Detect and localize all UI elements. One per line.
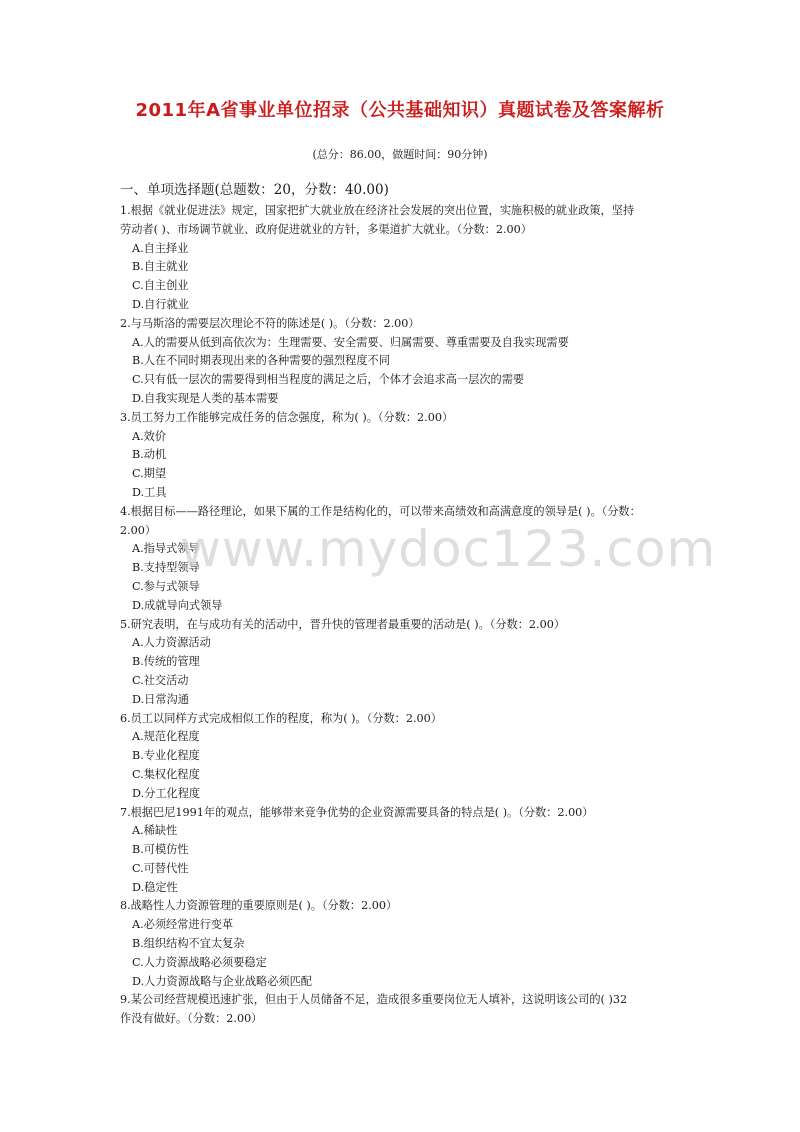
- answer-option: D.人力资源战略与企业战略必须匹配: [132, 974, 312, 988]
- question-item: [120, 409, 682, 503]
- question-item: [120, 202, 682, 315]
- answer-option: A.指导式领导: [132, 542, 200, 556]
- answer-option: B.组织结构不宜太复杂: [132, 937, 245, 951]
- answer-option: C.人力资源战略必须要稳定: [132, 955, 267, 969]
- question-text: 作没有做好。（分数：2.00）: [120, 1012, 263, 1026]
- answer-option: C.集权化程度: [132, 767, 200, 781]
- question-item: [120, 991, 682, 1029]
- answer-option: B.可模仿性: [132, 843, 189, 857]
- question-item: [120, 710, 682, 804]
- question-text: 3.员工努力工作能够完成任务的信念强度，称为( )。（分数：2.00）: [120, 410, 454, 424]
- question-text: 9.某公司经营规模迅速扩张，但由于人员储备不足，造成很多重要岗位无人填补，这说明该公司的( )32: [120, 993, 628, 1007]
- answer-option: A.人力资源活动: [132, 636, 211, 650]
- answer-option: A.自主择业: [132, 241, 189, 255]
- answer-option: C.可替代性: [132, 861, 189, 875]
- question-item: [120, 804, 682, 898]
- answer-option: B.专业化程度: [132, 749, 200, 763]
- answer-option: B.自主就业: [132, 260, 189, 274]
- answer-option: D.稳定性: [132, 880, 178, 894]
- question-text: 1.根据《就业促进法》规定，国家把扩大就业放在经济社会发展的突出位置，实施积极的就业政策，坚持: [120, 204, 635, 217]
- answer-option: A.人的需要从低到高依次为：生理需要、安全需要、归属需要、尊重需要及自我实现需要: [132, 335, 569, 349]
- answer-option: B.支持型领导: [132, 561, 200, 575]
- answer-option: D.日常沟通: [132, 692, 189, 706]
- exam-meta: (总分：86.00，做题时间：90分钟): [312, 148, 488, 161]
- question-item: [120, 897, 682, 991]
- answer-option: C.参与式领导: [132, 579, 200, 593]
- answer-option: D.分工化程度: [132, 786, 201, 800]
- answer-option: D.成就导向式领导: [132, 598, 223, 612]
- question-text: 4.根据目标——路径理论，如果下属的工作是结构化的，可以带来高绩效和高满意度的领导是( )。（分数：: [120, 504, 641, 518]
- answer-option: B.动机: [132, 448, 167, 462]
- watermark: www.mydoc123.com: [180, 520, 717, 578]
- section-heading: 一、单项选择题(总题数：20，分数：40.00): [120, 182, 389, 198]
- answer-option: A.必须经常进行变革: [132, 918, 234, 932]
- answer-option: D.自行就业: [132, 297, 189, 311]
- question-text: 8.战略性人力资源管理的重要原则是( )。（分数：2.00）: [120, 899, 398, 913]
- question-item: [120, 503, 682, 616]
- question-text: 5.研究表明，在与成功有关的活动中，晋升快的管理者最重要的活动是( )。（分数：2.00）: [120, 617, 566, 631]
- answer-option: D.工具: [132, 485, 167, 499]
- question-item: [120, 315, 682, 409]
- answer-option: A.效价: [132, 429, 167, 443]
- answer-option: A.规范化程度: [132, 730, 200, 744]
- answer-option: C.社交活动: [132, 673, 189, 687]
- answer-option: C.只有低一层次的需要得到相当程度的满足之后，个体才会追求高一层次的需要: [132, 373, 525, 387]
- answer-option: A.稀缺性: [132, 824, 178, 838]
- answer-option: D.自我实现是人类的基本需要: [132, 391, 279, 405]
- document-title: 2011年A省事业单位招录（公共基础知识）真题试卷及答案解析: [135, 100, 665, 121]
- question-text: 2.与马斯洛的需要层次理论不符的陈述是( )。（分数：2.00）: [120, 316, 420, 330]
- question-list: [120, 202, 682, 1029]
- question-item: [120, 616, 682, 710]
- answer-option: B.传统的管理: [132, 655, 200, 669]
- question-text: 劳动者( )、市场调节就业、政府促进就业的方针，多渠道扩大就业。（分数：2.00）: [120, 222, 532, 236]
- answer-option: C.期望: [132, 467, 167, 481]
- question-text: 6.员工以同样方式完成相似工作的程度，称为( )。（分数：2.00）: [120, 711, 442, 725]
- question-text: 7.根据巴尼1991年的观点，能够带来竞争优势的企业资源需要具备的特点是( )。（分数：2.00）: [120, 805, 594, 819]
- answer-option: B.人在不同时期表现出来的各种需要的强烈程度不同: [132, 354, 390, 368]
- question-text: 2.00）: [120, 523, 157, 537]
- answer-option: C.自主创业: [132, 279, 189, 293]
